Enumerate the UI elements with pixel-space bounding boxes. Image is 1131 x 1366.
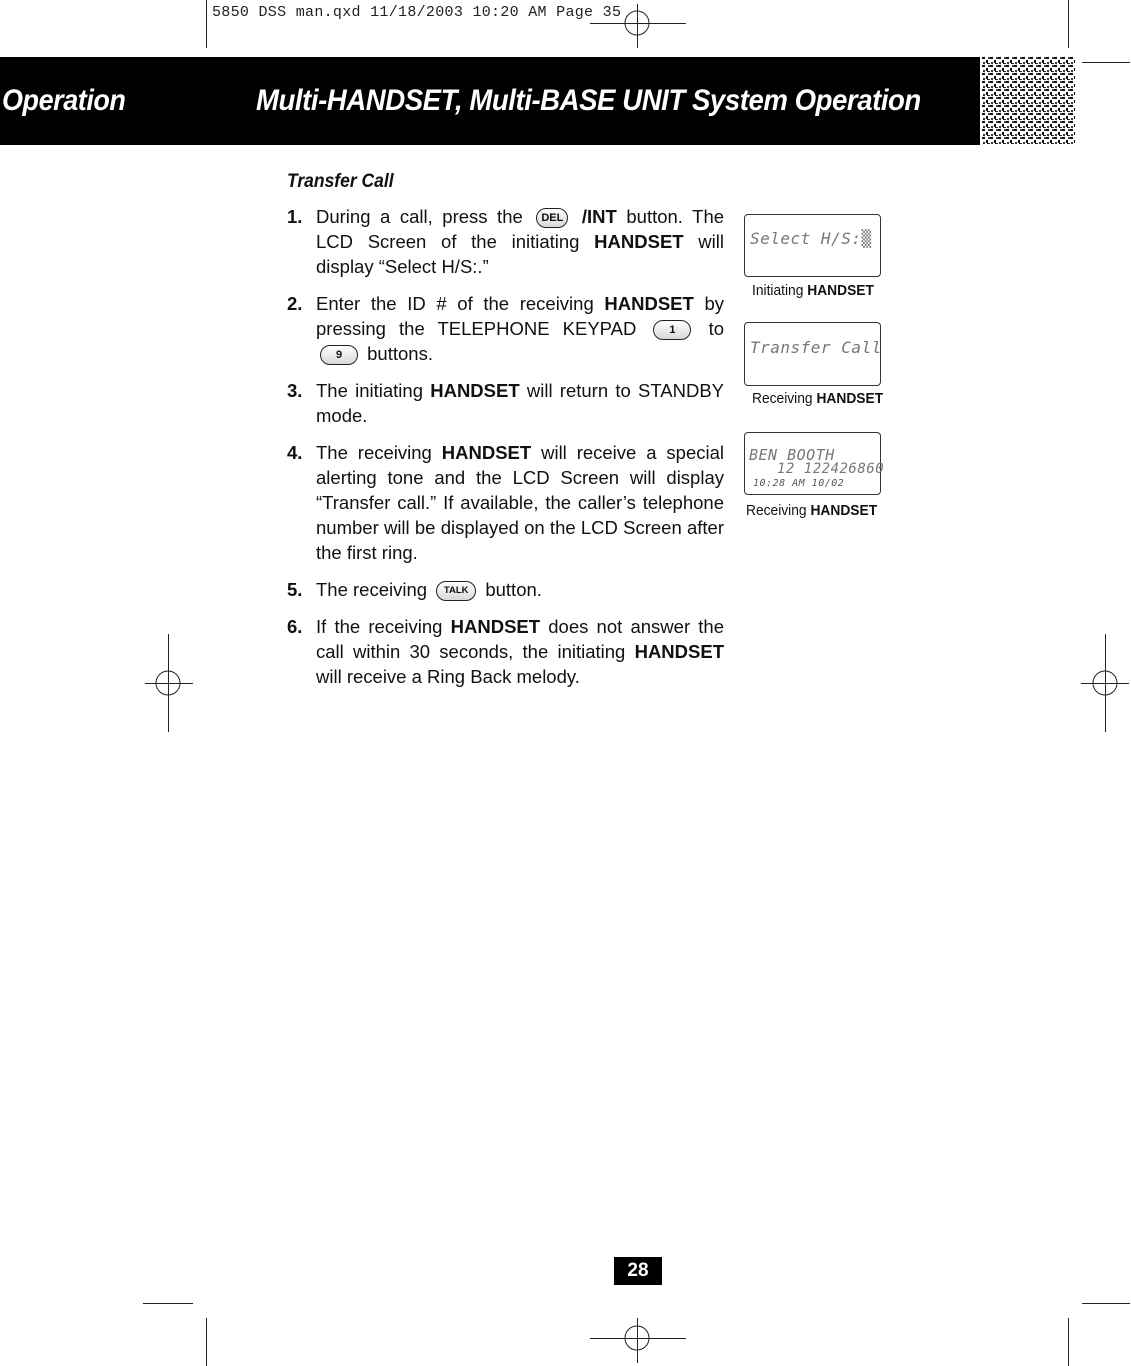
lcd-caption-receiving-1: Receiving HANDSET [752,390,884,407]
keypad-1-icon: 1 [653,320,691,340]
lcd-caption-initiating: Initiating HANDSET [752,282,874,299]
lcd-receiving-callerid: BEN BOOTH 12 122426860 10:28 AM 10/02 [744,432,881,495]
step-3: 3. The initiating HANDSET will return to STANDBY mode. [287,380,725,426]
page-title: Multi-HANDSET, Multi-BASE UNIT System Operation [256,84,921,117]
section-subheading: Transfer Call [287,171,394,192]
section-label: Operation [2,84,126,117]
step-6: 6. If the receiving HANDSET does not answer the call within 30 seconds, the initiating HANDSET will receive a Ring Back melody. [287,616,725,687]
lcd-caption-receiving-2: Receiving HANDSET [746,502,878,519]
header-underline [0,143,207,145]
del-key-icon: DEL [536,208,568,228]
lcd-receiving-transfer: Transfer Call [744,322,881,386]
step-2: 2. Enter the ID # of the receiving HANDSET by pressing the TELEPHONE KEYPAD 1 to 9 buttons. [287,293,725,364]
print-slug: 5850 DSS man.qxd 11/18/2003 10:20 AM Page 35 [212,4,622,21]
step-5: 5. The receiving TALK button. [287,579,542,600]
keypad-9-icon: 9 [320,345,358,365]
steps-list [287,204,724,701]
page-number: 28 [614,1257,662,1285]
lcd-initiating: Select H/S:▒ [744,214,881,277]
step-4: 4. The receiving HANDSET will receive a special alerting tone and the LCD Screen will display “Transfer call.” If available, the caller’s telephone number will be displayed on the LCD Screen after the first ring. [287,442,725,563]
talk-key-icon: TALK [436,581,476,601]
step-1: 1. During a call, press the DEL /INT button. The LCD Screen of the initiating HANDSET will display “Select H/S:.” [287,206,725,277]
decorative-pattern-icon [982,57,1075,145]
